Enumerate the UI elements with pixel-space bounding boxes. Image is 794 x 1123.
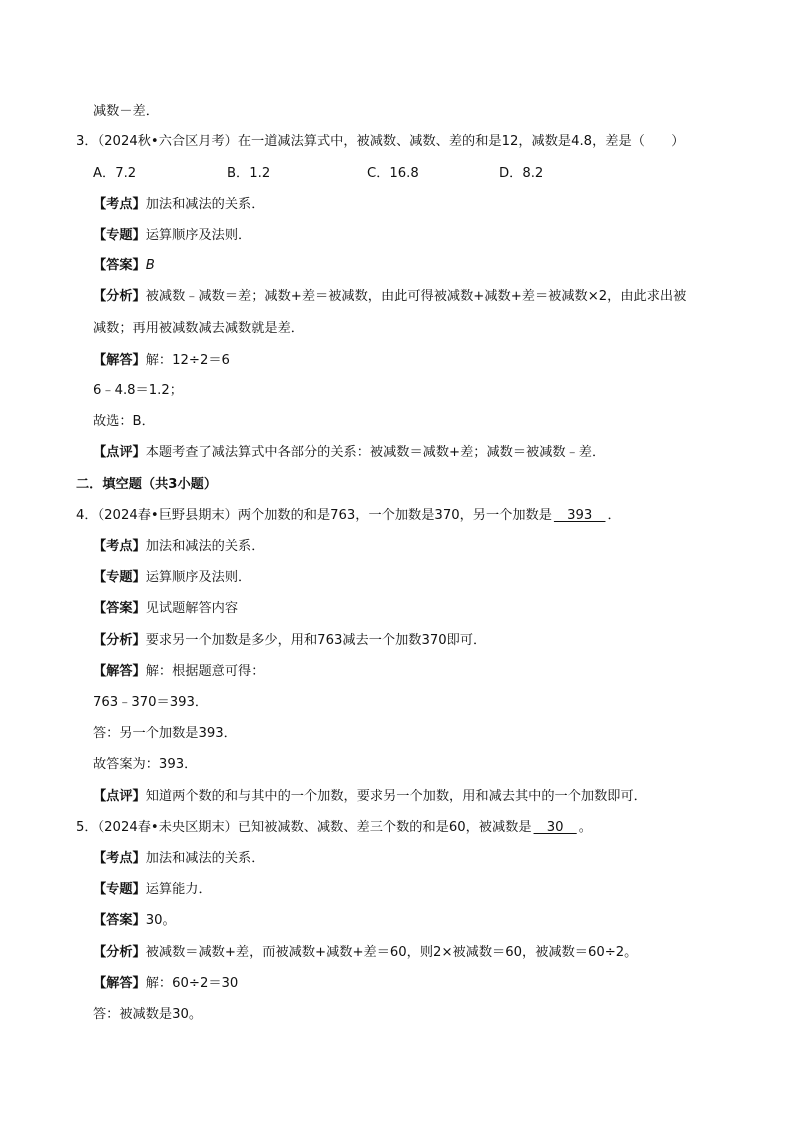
zhuanti-row [93,569,251,587]
kaodian-text: 加法和减法的关系． [145,851,265,866]
answer-blank: 30 [533,820,577,835]
question-5-stem [76,819,592,837]
jieda-text: 解：12÷2＝6 [145,353,230,368]
kaodian-row [93,850,264,868]
dianping-row [93,788,647,806]
option-c: C．16.8 [367,166,419,181]
option-d: D．8.2 [499,166,544,181]
fenxi-row [93,632,486,650]
dianping-row [93,444,605,462]
stem-end: 。 [578,820,592,835]
text-line: 减数－差． [93,104,159,119]
kaodian-tag: 【考点】 [93,197,146,212]
jieda-tag: 【解答】 [93,976,146,991]
answer-blank: 393 [553,508,606,523]
question-3-options [93,165,543,183]
daan-text: B [145,258,155,273]
fenxi-row [93,288,686,306]
dianping-tag: 【点评】 [93,445,146,460]
jieda-row [93,975,238,993]
daan-row [93,912,176,930]
jieda-text: 解：60÷2＝30 [145,976,239,991]
dianping-tag: 【点评】 [93,789,146,804]
fenxi-tag: 【分析】 [93,289,146,304]
kaodian-text: 加法和减法的关系． [145,539,265,554]
fenxi-text: 被减数﹣减数＝差；减数+差＝被减数，由此可得被减数+减数+差＝被减数×2，由此求出被 [145,289,687,304]
fenxi-tag: 【分析】 [93,633,146,648]
dianping-text: 本题考查了减法算式中各部分的关系：被减数＝减数+差；减数＝被减数﹣差． [145,445,606,460]
kaodian-text: 加法和减法的关系． [145,197,265,212]
question-4-stem [76,507,621,525]
jieda-line: 故选：B． [93,414,155,429]
jieda-tag: 【解答】 [93,353,146,368]
zhuanti-text: 运算顺序及法则． [145,228,252,243]
jieda-row [93,663,264,681]
fenxi-text: 要求另一个加数是多少，用和763减去一个加数370即可． [145,633,487,648]
jieda-line: 故答案为：393． [93,757,198,772]
dianping-text: 知道两个数的和与其中的一个加数，要求另一个加数，用和减去其中的一个加数即可． [145,789,647,804]
daan-tag: 【答案】 [93,601,146,616]
stem-end: ． [607,508,621,523]
zhuanti-row [93,881,212,899]
kaodian-tag: 【考点】 [93,851,146,866]
section-heading: 二．填空题（共3小题） [76,477,218,492]
daan-text: 见试题解答内容 [145,601,239,616]
jieda-line: 6﹣4.8＝1.2； [93,383,183,398]
daan-row [93,257,155,275]
zhuanti-tag: 【专题】 [93,882,146,897]
fenxi-tag: 【分析】 [93,945,146,960]
fenxi-text: 被减数＝减数+差，而被减数+减数+差＝60，则2×被减数＝60，被减数＝60÷2。 [145,945,638,960]
zhuanti-tag: 【专题】 [93,228,146,243]
daan-text: 30。 [145,913,176,928]
kaodian-tag: 【考点】 [93,539,146,554]
jieda-tag: 【解答】 [93,664,146,679]
zhuanti-row [93,227,251,245]
jieda-line: 答：被减数是30。 [93,1007,203,1022]
question-3-stem: 3．（2024秋•六合区月考）在一道减法算式中，被减数、减数、差的和是12，减数是4.8，差是（ ） [76,134,685,149]
daan-tag: 【答案】 [93,913,146,928]
daan-row [93,600,238,618]
jieda-line: 763﹣370＝393． [93,695,209,710]
kaodian-row [93,538,264,556]
jieda-row [93,352,230,370]
fenxi-row [93,944,637,962]
option-a: A．7.2 [93,166,137,181]
jieda-line: 答：另一个加数是393． [93,726,237,741]
option-b: B．1.2 [227,166,271,181]
zhuanti-text: 运算顺序及法则． [145,570,252,585]
stem-text: 5．（2024春•未央区期末）已知被减数、减数、差三个数的和是60，被减数是 [76,820,532,835]
zhuanti-text: 运算能力． [145,882,212,897]
daan-tag: 【答案】 [93,258,146,273]
zhuanti-tag: 【专题】 [93,570,146,585]
stem-text: 4．（2024春•巨野县期末）两个加数的和是763，一个加数是370，另一个加数是 [76,508,552,523]
kaodian-row [93,196,264,214]
fenxi-continued: 减数；再用被减数减去减数就是差． [93,321,304,336]
jieda-text: 解：根据题意可得： [145,664,265,679]
